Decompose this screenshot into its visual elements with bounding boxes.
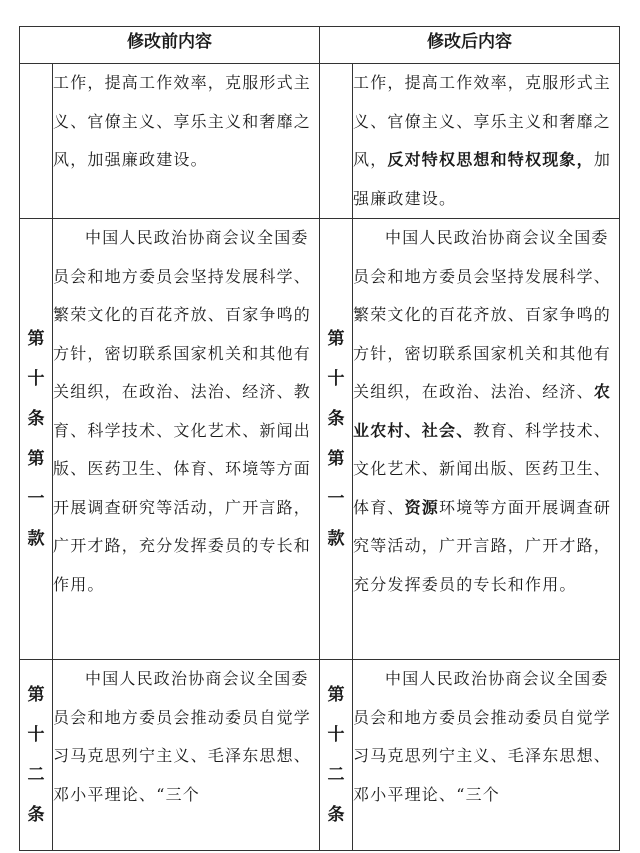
row2-label-after: 第十条第一款 [320,219,353,660]
row3-label-after: 第十二条 [320,660,353,851]
row1-after-text: 工作，提高工作效率，克服形式主义、官僚主义、享乐主义和奢靡之风，反对特权思想和特权现象，加强廉政建设。 [353,73,612,208]
row3-before-text: 中国人民政治协商会议全国委员会和地方委员会推动委员自觉学习马克思列宁主义、毛泽东思想、邓小平理论、“三个 [53,669,312,804]
row3-after-text: 中国人民政治协商会议全国委员会和地方委员会推动委员自觉学习马克思列宁主义、毛泽东思想、邓小平理论、“三个 [353,669,612,804]
row3-after-cell [353,660,620,851]
amended-text: 反对特权思想和特权现象， [387,150,594,169]
row-label-empty [20,64,53,219]
table-row [20,660,620,851]
comparison-table [19,26,620,851]
row1-before-cell [53,64,320,219]
header-before: 修改前内容 [20,27,320,64]
amended-text: 农业农村、社会、 [353,382,612,440]
table-row [20,64,620,219]
table-header-row [20,27,620,64]
row1-after-cell [353,64,620,219]
row2-label-before: 第十条第一款 [20,219,53,660]
amended-text: 资源 [404,497,440,517]
row2-after-text: 中国人民政治协商会议全国委员会和地方委员会坚持发展科学、繁荣文化的百花齐放、百家争鸣的方针，密切联系国家机关和其他有关组织，在政治、法治、经济、农业农村、社会、教育、科学技术、文化艺术、新闻出版、医药卫生、体育、资源环境等方面开展调查研究等活动，广开言路，广开才路，充分发挥委员的专长和作用。 [353,228,612,594]
table-row [20,219,620,660]
row2-before-cell [53,219,320,660]
row2-after-cell [353,219,620,660]
row3-label-before: 第十二条 [20,660,53,851]
row-label-empty [320,64,353,219]
row2-before-text: 中国人民政治协商会议全国委员会和地方委员会坚持发展科学、繁荣文化的百花齐放、百家争鸣的方针，密切联系国家机关和其他有关组织，在政治、法治、经济、教育、科学技术、文化艺术、新闻出版、医药卫生、体育、环境等方面开展调查研究等活动，广开言路，广开才路，充分发挥委员的专长和作用。 [53,228,312,594]
row3-before-cell [53,660,320,851]
row1-before-text: 工作，提高工作效率，克服形式主义、官僚主义、享乐主义和奢靡之风，加强廉政建设。 [53,73,312,169]
header-after: 修改后内容 [320,27,620,64]
